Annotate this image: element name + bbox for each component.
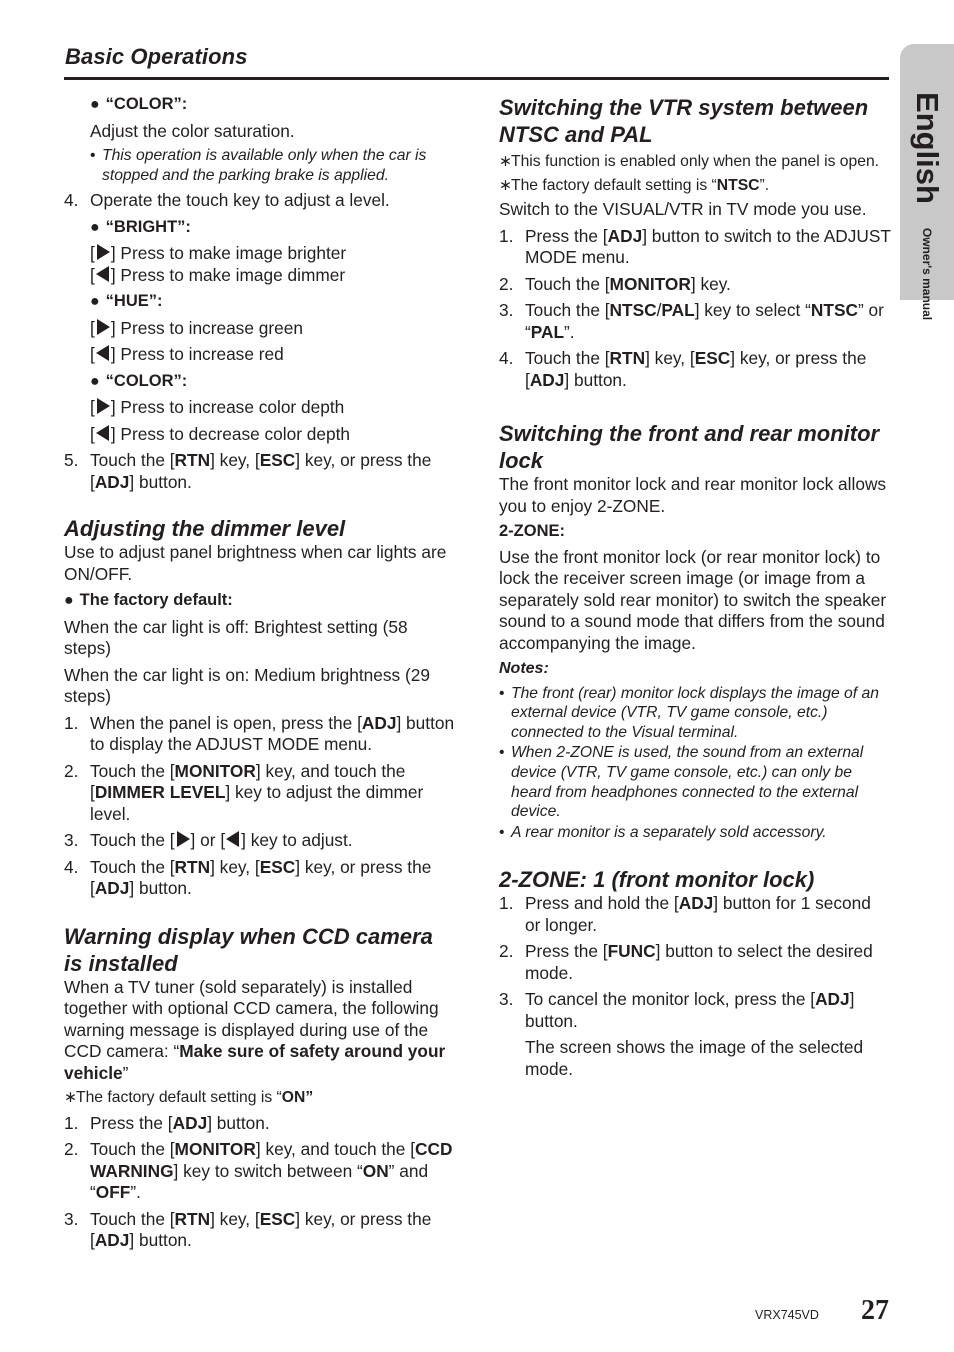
light-off-text: When the car light is off: Brightest setting (58 steps) (64, 616, 408, 659)
left-arrow-key-icon (96, 425, 109, 441)
hue-left-line: [ ] Press to increase red (90, 344, 284, 365)
zone-label: 2-ZONE: (499, 522, 565, 541)
page-number: 27 (861, 1295, 889, 1326)
right-arrow-key-icon (97, 398, 110, 414)
level-keys-block (64, 217, 456, 446)
dimmer-step-4: 4. Touch the [RTN] key, [ESC] key, or press the [ADJ] button. (64, 856, 432, 899)
monitor-lock-heading: Switching the front and rear monitor lock (499, 421, 880, 474)
step-5: 5. Touch the [RTN] key, [ESC] key, or press the [ADJ] button. (64, 450, 432, 492)
model-number: VRX745VD (755, 1308, 819, 1322)
zone1-heading: 2-ZONE: 1 (front monitor lock) (499, 867, 815, 893)
vtr-step-2: 2. Touch the [MONITOR] key. (499, 273, 731, 294)
dimmer-steps-list (64, 713, 456, 900)
left-arrow-key-icon (96, 345, 109, 361)
zone1-step-3: 3. To cancel the monitor lock, press the [ADJ] button. (499, 989, 855, 1031)
manual-label: Owner's manual (920, 227, 934, 321)
hue-right-line: [ ] Press to increase green (90, 317, 303, 338)
adjust-steps-list (64, 190, 456, 212)
color-label: ● “COLOR”: (90, 94, 456, 116)
left-arrow-key-icon (226, 831, 239, 847)
vtr-steps-list (499, 226, 891, 392)
monitor-lock-intro: The front monitor lock and rear monitor lock allows you to enjoy 2-ZONE. (499, 474, 887, 516)
vtr-default-note: ∗ The factory default setting is “NTSC”. (499, 176, 891, 196)
language-tab (900, 44, 954, 321)
color-description: Adjust the color saturation. (90, 120, 295, 141)
ccd-default-note: ∗ The factory default setting is “ON” (64, 1088, 456, 1108)
dimmer-step-2: 2. Touch the [MONITOR] key, and touch the [DIMMER LEVEL] key to adjust the dimmer level. (64, 760, 424, 824)
color-right-line: [ ] Press to increase color depth (90, 397, 345, 418)
right-arrow-key-icon (97, 319, 110, 335)
zone1-step-2: 2. Press the [FUNC] button to select the desired mode. (499, 941, 873, 983)
zone1-steps-list (499, 893, 891, 1032)
note-item: • A rear monitor is a separately sold accessory. (499, 823, 891, 843)
color-left-line: [ ] Press to decrease color depth (90, 423, 351, 444)
zone1-step-1: 1. Press and hold the [ADJ] button for 1 second or longer. (499, 893, 871, 935)
finish-steps-list (64, 450, 456, 493)
note-item: • When 2-ZONE is used, the sound from an external device (VTR, TV game console, etc.) can only be heard from headphones connected to the external device. (499, 743, 891, 821)
step-4: 4. Operate the touch key to adjust a level. (64, 190, 390, 211)
light-on-text: When the car light is on: Medium brightness (29 steps) (64, 664, 430, 707)
vtr-step-3: 3. Touch the [NTSC/PAL] key to select “NTSC” or “PAL”. (499, 300, 884, 342)
zone1-result-text: The screen shows the image of the selected mode. (525, 1037, 864, 1079)
bright-left-line: [ ] Press to make image dimmer (90, 264, 346, 285)
ccd-steps-list (64, 1113, 456, 1252)
header-rule (64, 77, 889, 80)
language-label: English (910, 92, 945, 204)
right-column (499, 94, 891, 1080)
vtr-panel-note: ∗ This function is enabled only when the panel is open. (499, 152, 891, 172)
ccd-step-3: 3. Touch the [RTN] key, [ESC] key, or press the [ADJ] button. (64, 1208, 432, 1251)
right-arrow-key-icon (97, 244, 110, 260)
ccd-heading: Warning display when CCD camera is installed (64, 923, 433, 976)
note-item: • The front (rear) monitor lock displays the image of an external device (VTR, TV game console, etc.) connected to the Visual terminal. (499, 684, 891, 743)
dimmer-step-3: 3. Touch the [ ] or [ ] key to adjust. (64, 830, 353, 851)
ccd-step-1: 1. Press the [ADJ] button. (64, 1112, 270, 1133)
ccd-intro: When a TV tuner (sold separately) is installed together with optional CCD camera, the following warning message is displayed during use of the CCD camera: “Make sure of safety around your vehicle” (64, 976, 446, 1083)
factory-default-label: ● The factory default: (64, 590, 456, 612)
page-header-title: Basic Operations (65, 44, 248, 69)
notes-label: Notes: (499, 660, 549, 678)
vtr-step-4: 4. Touch the [RTN] key, [ESC] key, or press the [ADJ] button. (499, 348, 867, 390)
right-arrow-key-icon (177, 831, 190, 847)
vtr-intro: Switch to the VISUAL/VTR in TV mode you use. (499, 199, 867, 220)
zone-description: Use the front monitor lock (or rear monitor lock) to lock the receiver screen image (or image from a separately sold rear monitor) to switch the speaker sound to a sound mode that differs from the sound accompanying the image. (499, 546, 887, 653)
left-column (64, 94, 456, 1252)
color-saturation-block (64, 94, 456, 185)
hue-label: ● “HUE”: (90, 291, 456, 313)
parking-note: • This operation is available only when the car is stopped and the parking brake is applied. (90, 146, 456, 185)
bright-label: ● “BRIGHT”: (90, 217, 456, 239)
vtr-heading: Switching the VTR system between NTSC and PAL (499, 95, 869, 147)
bright-right-line: [ ] Press to make image brighter (90, 243, 347, 264)
color-depth-label: ● “COLOR”: (90, 371, 456, 393)
vtr-step-1: 1. Press the [ADJ] button to switch to the ADJUST MODE menu. (499, 225, 891, 268)
dimmer-intro: Use to adjust panel brightness when car lights are ON/OFF. (64, 542, 447, 584)
dimmer-heading: Adjusting the dimmer level (64, 516, 346, 542)
left-arrow-key-icon (96, 266, 109, 282)
ccd-step-2: 2. Touch the [MONITOR] key, and touch the [CCD WARNING] key to switch between “ON” and “OFF”. (64, 1139, 453, 1203)
dimmer-step-1: 1. When the panel is open, press the [ADJ] button to display the ADJUST MODE menu. (64, 712, 455, 755)
